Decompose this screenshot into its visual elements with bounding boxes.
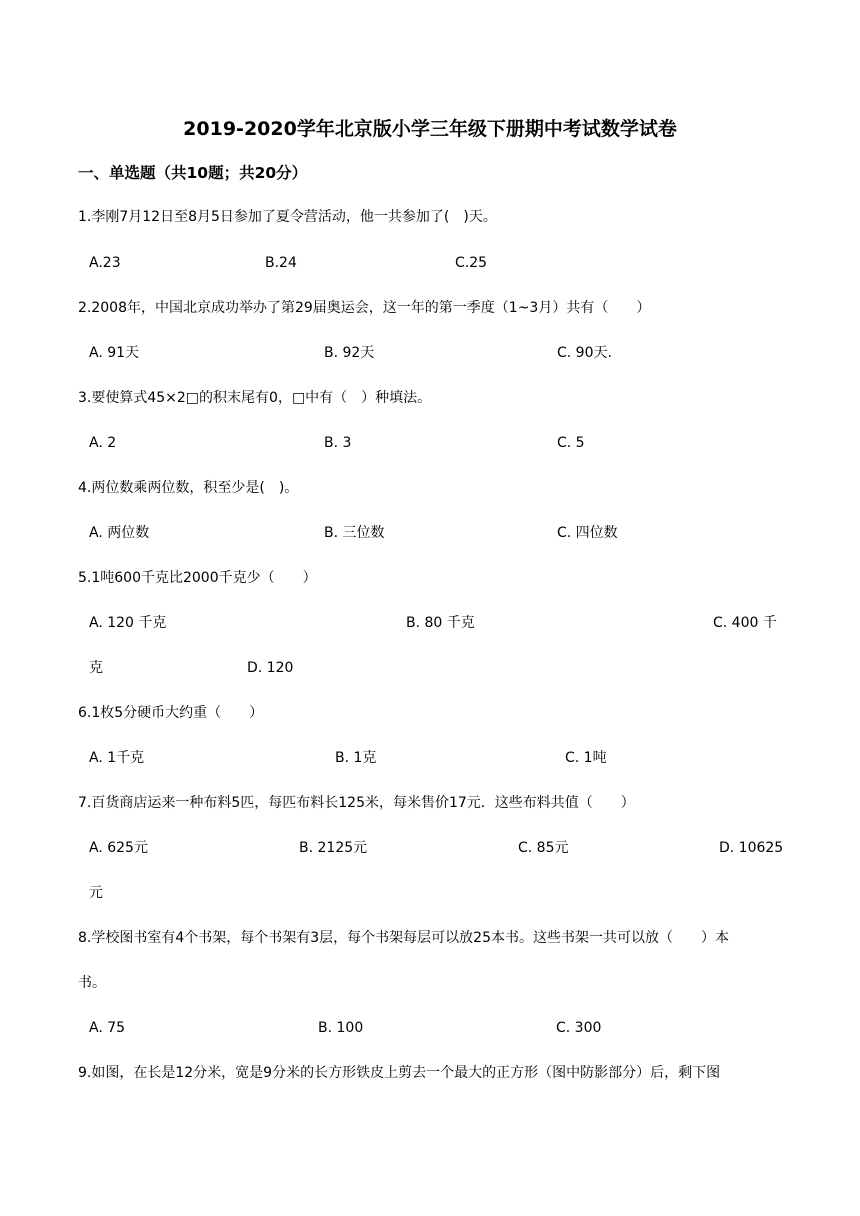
question-1-option-b[interactable]: B.24	[265, 255, 297, 271]
question-5-option-c-wrap: 克	[89, 660, 103, 676]
question-4-option-a[interactable]: A. 两位数	[89, 525, 150, 541]
question-9-stem: 9.如图，在长是12分米，宽是9分米的长方形铁皮上剪去一个最大的正方形（图中防影部分）后，剩下图	[78, 1065, 721, 1081]
question-1-option-c[interactable]: C.25	[455, 255, 488, 271]
question-2-option-c[interactable]: C. 90天.	[557, 345, 612, 361]
question-3-stem: 3.要使算式45×2□的积末尾有0，□中有（ ）种填法。	[78, 390, 432, 406]
question-3-option-a[interactable]: A. 2	[89, 435, 117, 451]
question-5-option-d[interactable]: D. 120	[247, 660, 294, 676]
question-6-option-b[interactable]: B. 1克	[335, 750, 377, 766]
question-7-option-a[interactable]: A. 625元	[89, 840, 148, 856]
question-4-stem: 4.两位数乘两位数，积至少是( )。	[78, 480, 299, 496]
question-8-stem: 8.学校图书室有4个书架，每个书架有3层，每个书架每层可以放25本书。这些书架一共可以放（ ）本	[78, 930, 729, 946]
question-2-option-a[interactable]: A. 91天	[89, 345, 140, 361]
question-1-stem: 1.李刚7月12日至8月5日参加了夏令营活动，他一共参加了( )天。	[78, 209, 497, 225]
question-2-option-b[interactable]: B. 92天	[324, 345, 375, 361]
question-3-option-b[interactable]: B. 3	[324, 435, 352, 451]
question-5-option-a[interactable]: A. 120 千克	[89, 615, 167, 631]
question-7-option-d[interactable]: D. 10625	[719, 840, 784, 856]
question-8-option-b[interactable]: B. 100	[318, 1020, 364, 1036]
question-8-stem-continued: 书。	[78, 975, 106, 991]
page-title: 2019-2020学年北京版小学三年级下册期中考试数学试卷	[183, 118, 677, 140]
question-5-stem: 5.1吨600千克比2000千克少（ ）	[78, 570, 317, 586]
question-7-stem: 7.百货商店运来一种布料5匹，每匹布料长125米，每米售价17元．这些布料共值（ ）	[78, 795, 635, 811]
section-heading: 一、单选题（共10题；共20分）	[78, 164, 308, 182]
question-2-stem: 2.2008年，中国北京成功举办了第29届奥运会，这一年的第一季度（1~3月）共有（ ）	[78, 300, 651, 316]
question-5-option-c[interactable]: C. 400 千	[713, 615, 777, 631]
question-3-option-c[interactable]: C. 5	[557, 435, 585, 451]
question-8-option-a[interactable]: A. 75	[89, 1020, 126, 1036]
question-6-stem: 6.1枚5分硬币大约重（ ）	[78, 705, 264, 721]
question-4-option-c[interactable]: C. 四位数	[557, 525, 618, 541]
question-4-option-b[interactable]: B. 三位数	[324, 525, 385, 541]
question-8-option-c[interactable]: C. 300	[556, 1020, 602, 1036]
question-1-option-a[interactable]: A.23	[89, 255, 121, 271]
question-6-option-c[interactable]: C. 1吨	[565, 750, 607, 766]
question-6-option-a[interactable]: A. 1千克	[89, 750, 145, 766]
question-5-option-b[interactable]: B. 80 千克	[406, 615, 475, 631]
question-7-option-c[interactable]: C. 85元	[518, 840, 569, 856]
question-7-option-d-wrap: 元	[89, 885, 103, 901]
question-7-option-b[interactable]: B. 2125元	[299, 840, 368, 856]
